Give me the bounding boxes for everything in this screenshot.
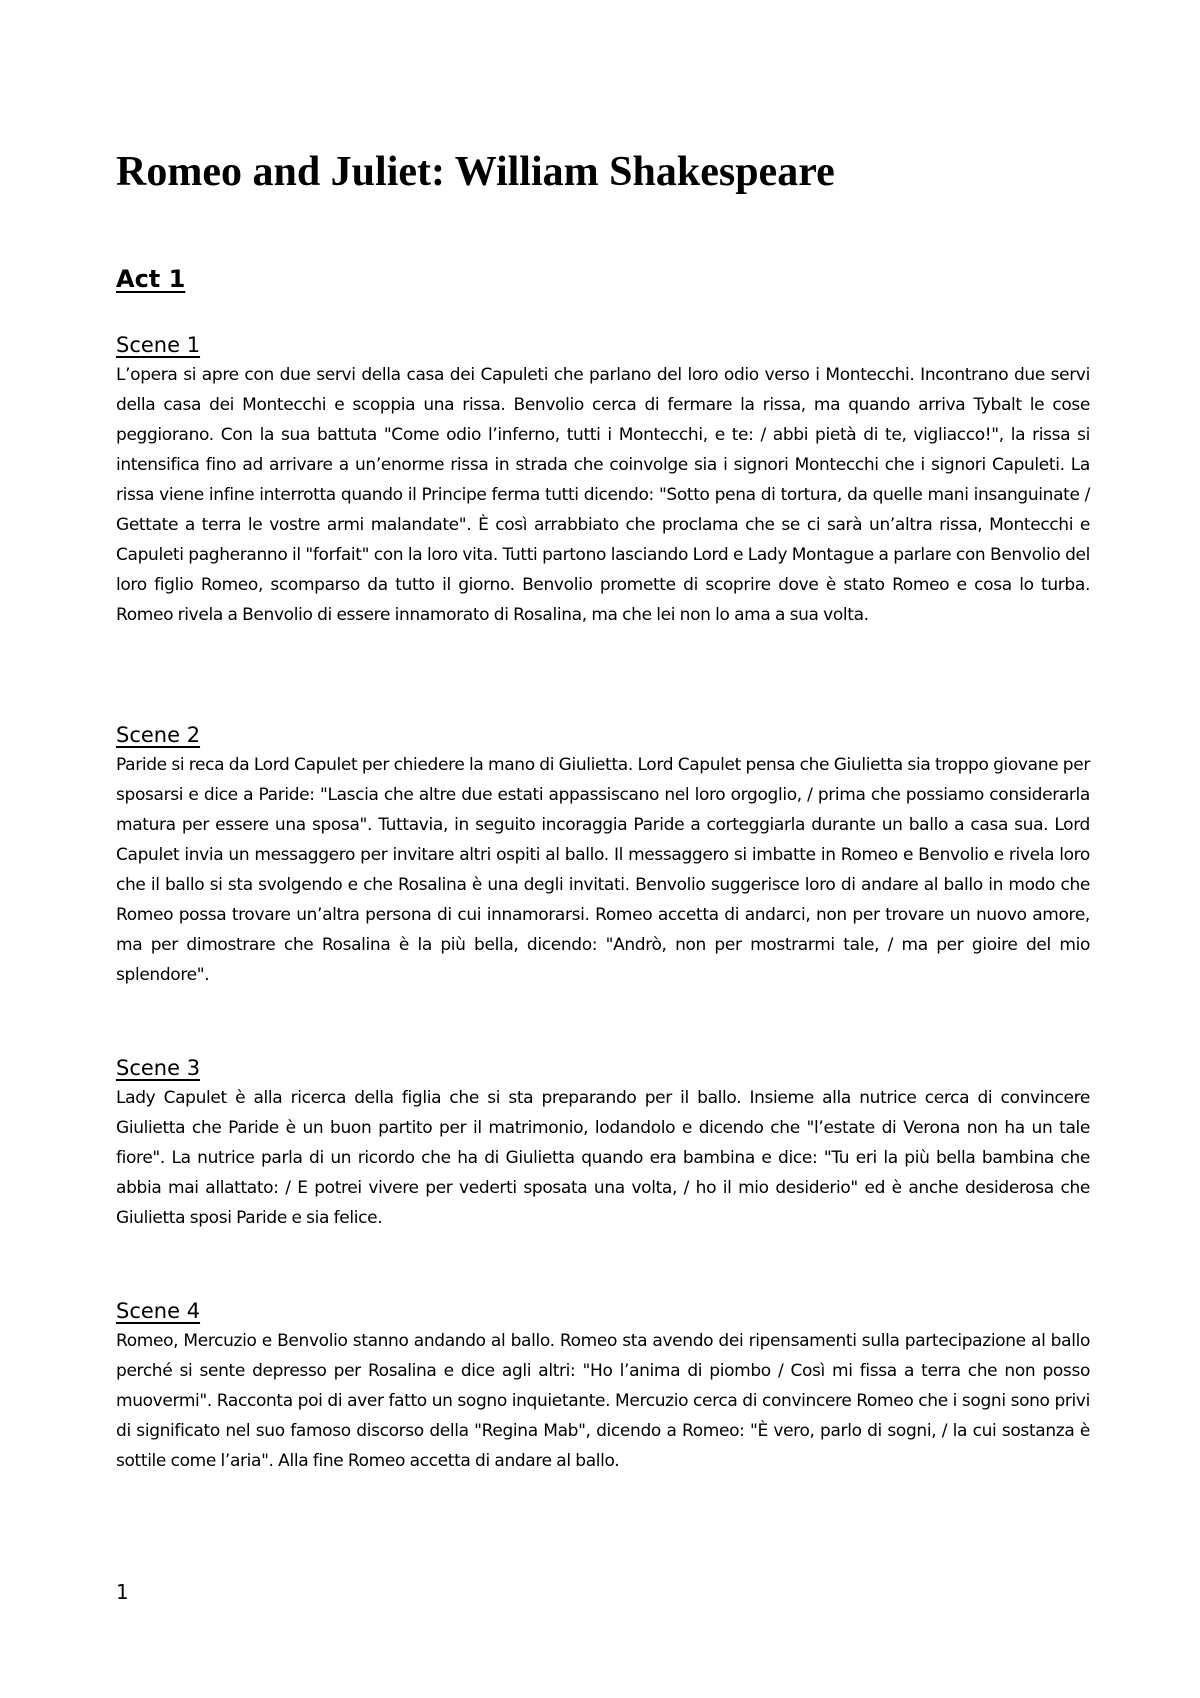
page-number: 1 [116,1580,129,1604]
scene-paragraph: Romeo, Mercuzio e Benvolio stanno andando al ballo. Romeo sta avendo dei ripensamenti sulla partecipazione al ballo perché si sente depresso per Rosalina e dice agli altri: "Ho l’anima di piombo / Così mi fissa a terra che non posso muovermi". Racconta poi di aver fatto un sogno inquietante. Mercuzio cerca di convincere Romeo che i sogni sono privi di significato nel suo famoso discorso della "Regina Mab", dicendo a Romeo: "È vero, parlo di sogni, / la cui sostanza è sottile come l’aria". Alla fine Romeo accetta di andare al ballo. [116,1331,1090,1471]
scene-heading: Scene 2 [116,723,201,747]
scene-section-3 [116,1053,1090,1233]
scene-paragraph: L’opera si apre con due servi della casa dei Capuleti che parlano del loro odio verso i Montecchi. Incontrano due servi della casa dei Montecchi e scoppia una rissa. Benvolio cerca di fermare la rissa, ma quando arriva Tybalt le cose peggiorano. Con la sua battuta "Come odio l’inferno, tutti i Montecchi, e te: / abbi pietà di te, vigliacco!", la rissa si intensifica fino ad arrivare a un’enorme rissa in strada che coinvolge sia i signori Montecchi che i signori Capuleti. La rissa viene infine interrotta quando il Principe ferma tutti dicendo: "Sotto pena di tortura, da quelle mani insanguinate / Gettate a terra le vostre armi malandate". È così arrabbiato che proclama che se ci sarà un’altra rissa, Montecchi e Capuleti pagheranno il "forfait" con la loro vita. Tutti partono lasciando Lord e Lady Montague a parlare con Benvolio del loro figlio Romeo, scomparso da tutto il giorno. Benvolio promette di scoprire dove è stato Romeo e cosa lo turba. Romeo rivela a Benvolio di essere innamorato di Rosalina, ma che lei non lo ama a sua volta. [116,365,1090,625]
scene-section-2 [116,720,1090,990]
scene-heading: Scene 4 [116,1299,201,1323]
act-heading: Act 1 [116,265,186,293]
scene-heading: Scene 3 [116,1056,201,1080]
scene-paragraph: Paride si reca da Lord Capulet per chiedere la mano di Giulietta. Lord Capulet pensa che Giulietta sia troppo giovane per sposarsi e dice a Paride: "Lascia che altre due estati appassiscano nel loro orgoglio, / prima che possiamo considerarla matura per essere una sposa". Tuttavia, in seguito incoraggia Paride a corteggiarla durante un ballo a casa sua. Lord Capulet invia un messaggero per invitare altri ospiti al ballo. Il messaggero si imbatte in Romeo e Benvolio e rivela loro che il ballo si sta svolgendo e che Rosalina è una degli invitati. Benvolio suggerisce loro di andare al ballo in modo che Romeo possa trovare un’altra persona di cui innamorarsi. Romeo accetta di andarci, non per trovare un nuovo amore, ma per dimostrare che Rosalina è la più bella, dicendo: "Andrò, non per mostrarmi tale, / ma per gioire del mio splendore". [116,755,1090,985]
scene-section-1 [116,330,1090,630]
document-title: Romeo and Juliet: William Shakespeare [116,149,835,195]
scene-heading: Scene 1 [116,333,201,357]
scene-section-4 [116,1296,1090,1476]
scene-paragraph: Lady Capulet è alla ricerca della figlia che si sta preparando per il ballo. Insieme alla nutrice cerca di convincere Giulietta che Paride è un buon partito per il matrimonio, lodandolo e dicendo che "l’estate di Verona non ha un tale fiore". La nutrice parla di un ricordo che ha di Giulietta quando era bambina e dice: "Tu eri la più bella bambina che abbia mai allattato: / E potrei vivere per vederti sposata una volta, / ho il mio desiderio" ed è anche desiderosa che Giulietta sposi Paride e sia felice. [116,1088,1090,1228]
